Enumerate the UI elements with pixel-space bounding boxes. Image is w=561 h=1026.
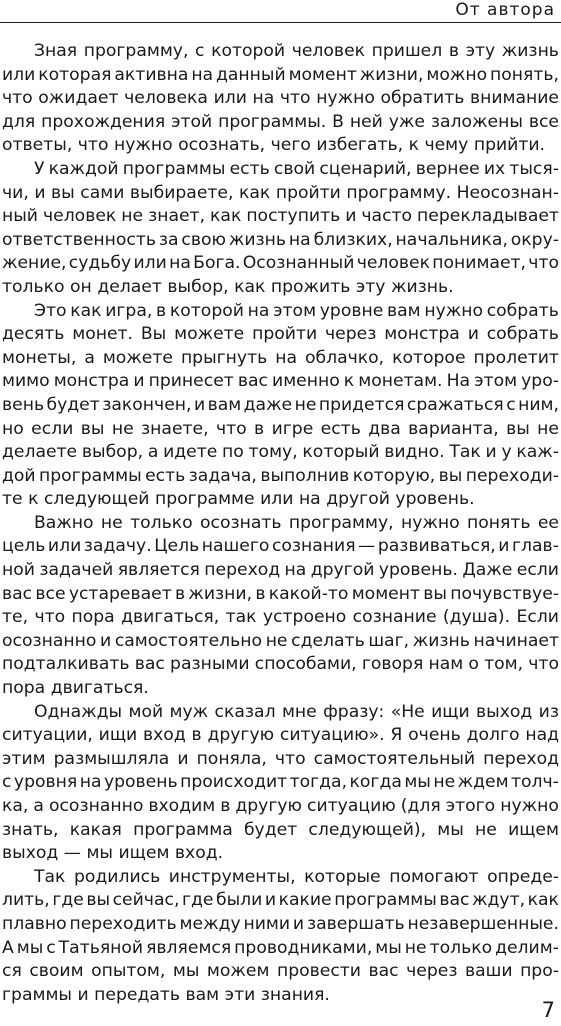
body-text xyxy=(0,40,561,1007)
text-line: только он делает выбор, как прожить эту жизнь. xyxy=(2,276,454,297)
text-line: или которая активна на данный момент жизни, можно понять, xyxy=(2,64,559,85)
text-line: Важно не только осознать программу, нужно понять ее xyxy=(34,512,559,533)
text-line: Это как игра, в которой на этом уровне вам нужно собрать xyxy=(34,300,559,321)
text-line: монеты, а можете прыгнуть на облачко, которое пролетит xyxy=(2,347,559,368)
header-rule xyxy=(0,22,561,23)
text-line: выход — мы ищем вход. xyxy=(2,843,224,864)
text-line: знать, какая программа будет следующей), мы не ищем xyxy=(2,819,559,840)
text-line: делаете выбор, а идете по тому, который видно. Так и у каж- xyxy=(2,442,559,463)
text-line: дой программы есть задача, выполнив которую, вы переходи- xyxy=(2,465,559,486)
text-line: ситуации, ищи вход в другую ситуацию». Я очень долго над xyxy=(2,725,559,746)
text-line: жение, судьбу или на Бога. Осознанный человек понимает, что xyxy=(2,253,559,274)
text-line: ный человек не знает, как поступить и часто перекладывает xyxy=(2,206,559,227)
paragraph xyxy=(0,512,561,701)
page-number: 7 xyxy=(541,998,555,1022)
text-line: подталкивать вас разными способами, говоря нам о том, что xyxy=(2,654,559,675)
text-line: Зная программу, с которой человек пришел в эту жизнь xyxy=(34,41,559,61)
text-line: мимо монстра и принесет вас именно к монетам. На этом уро- xyxy=(2,371,559,392)
text-line: граммы и передать вам эти знания. xyxy=(2,984,330,1005)
text-line: ной задачей является переход на другой уровень. Даже если xyxy=(2,560,559,581)
text-line: А мы с Татьяной являемся проводниками, мы не только делим- xyxy=(2,937,559,958)
paragraph xyxy=(0,158,561,300)
text-line: пора двигаться. xyxy=(2,678,149,699)
text-line: этим размышляла и поняла, что самостоятельный переход xyxy=(2,748,559,769)
text-line: У каждой программы есть свой сценарий, вернее их тыся- xyxy=(34,158,559,179)
text-line: осознанно и самостоятельно не сделать шаг, жизнь начинает xyxy=(2,630,559,651)
header-title: От автора xyxy=(455,0,555,20)
text-line: цель или задачу. Цель нашего сознания — развиваться, и глав- xyxy=(2,536,559,557)
text-line: ка, а осознанно входим в другую ситуацию (для этого нужно xyxy=(2,796,559,816)
text-line: Так родились инструменты, которые помогают опреде- xyxy=(34,866,559,887)
text-line: ответы, что нужно осознать, чего избегать, к чему прийти. xyxy=(2,135,545,156)
text-line: Однажды мой муж сказал мне фразу: «Не ищи выход из xyxy=(34,701,559,722)
text-line: вас все устаревает в жизни, в какой-то момент вы почувствуе- xyxy=(2,583,559,604)
paragraph xyxy=(0,300,561,512)
text-line: ответственность за свою жизнь на близких, начальника, окру- xyxy=(2,229,559,250)
paragraph xyxy=(0,40,561,158)
paragraph xyxy=(0,866,561,1008)
text-line: для прохождения этой программы. В ней уже заложены все xyxy=(2,111,559,132)
text-line: плавно переходить между ними и завершать незавершенные. xyxy=(2,913,559,934)
paragraph xyxy=(0,701,561,866)
text-line: ся своим опытом, мы можем провести вас через ваши про- xyxy=(2,961,559,982)
text-line: чи, и вы сами выбираете, как пройти программу. Неосознан- xyxy=(2,182,559,203)
text-line: десять монет. Вы можете пройти через монстра и собрать xyxy=(2,324,559,345)
text-line: что ожидает человека или на что нужно обратить внимание xyxy=(2,88,559,109)
text-line: те к следующей программе или на другой уровень. xyxy=(2,489,475,510)
text-line: лить, где вы сейчас, где были и какие программы вас ждут, как xyxy=(2,890,559,911)
text-line: но если вы не знаете, что в игре есть два варианта, вы не xyxy=(2,418,559,439)
text-line: те, что пора двигаться, так устроено сознание (душа). Если xyxy=(2,607,559,628)
text-line: вень будет закончен, и вам даже не придется сражаться с ним, xyxy=(2,394,559,415)
text-line: с уровня на уровень происходит тогда, когда мы не ждем толч- xyxy=(2,772,559,793)
